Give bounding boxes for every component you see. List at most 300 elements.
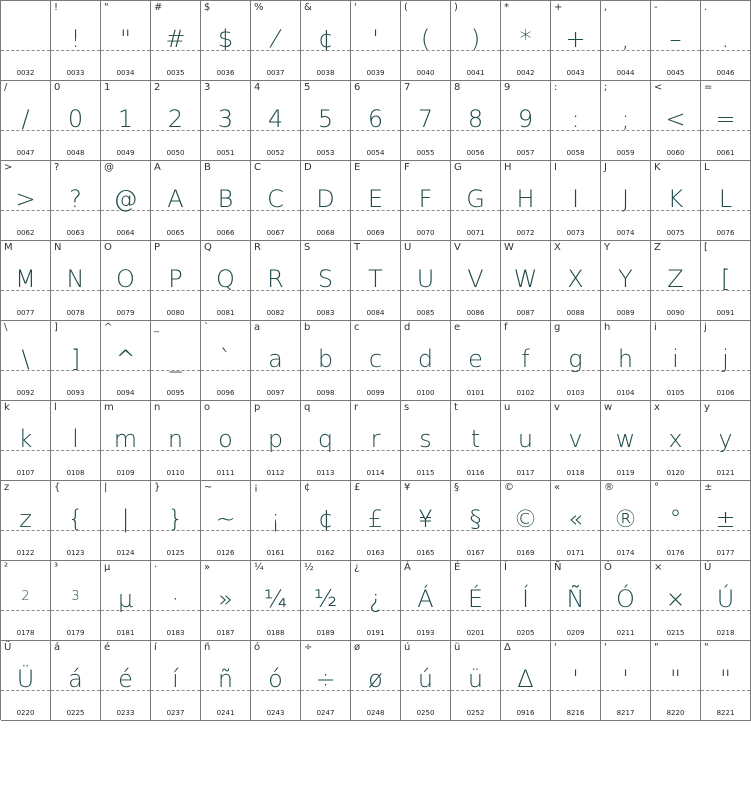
cell-codepoint: 0916 xyxy=(516,709,535,717)
cell-codepoint: 0126 xyxy=(216,549,235,557)
cell-char-label: _ xyxy=(154,322,159,333)
cell-codepoint: 0108 xyxy=(66,469,85,477)
glyph-sample: * xyxy=(519,25,532,53)
glyph-cell xyxy=(351,81,401,161)
glyph-sample: S xyxy=(317,265,334,293)
glyph-cell xyxy=(651,641,701,721)
cell-char-label: a xyxy=(254,322,261,333)
glyph-sample: C xyxy=(267,185,284,213)
glyph-sample: , xyxy=(621,25,630,53)
cell-char-label: ¢ xyxy=(304,482,311,493)
glyph-sample: M xyxy=(15,265,36,293)
glyph-sample: Δ xyxy=(517,665,534,693)
glyph-cell xyxy=(701,161,751,241)
cell-codepoint: 0091 xyxy=(716,309,735,317)
glyph-cell xyxy=(701,641,751,721)
cell-char-label: 7 xyxy=(404,82,411,93)
cell-char-label: { xyxy=(54,482,61,493)
glyph-sample: 4 xyxy=(267,105,284,133)
cell-codepoint: 0211 xyxy=(616,629,635,637)
cell-char-label: ^ xyxy=(104,322,113,333)
cell-char-label: * xyxy=(504,2,509,13)
glyph-sample: E xyxy=(367,185,384,213)
cell-char-label: " xyxy=(104,2,109,13)
cell-char-label: ) xyxy=(454,2,458,13)
cell-char-label: ½ xyxy=(304,562,314,573)
glyph-cell xyxy=(201,321,251,401)
cell-char-label: o xyxy=(204,402,211,413)
glyph-sample: { xyxy=(67,505,84,533)
glyph-cell xyxy=(301,401,351,481)
cell-codepoint: 0081 xyxy=(216,309,235,317)
glyph-sample: O xyxy=(116,265,135,293)
cell-codepoint: 0073 xyxy=(566,229,585,237)
cell-char-label: 6 xyxy=(354,82,361,93)
glyph-cell xyxy=(401,321,451,401)
glyph-sample: X xyxy=(567,265,584,293)
glyph-sample: [ xyxy=(720,265,731,293)
cell-char-label: x xyxy=(654,402,660,413)
glyph-sample: ! xyxy=(70,25,81,53)
cell-char-label: h xyxy=(604,322,611,333)
cell-codepoint: 0071 xyxy=(466,229,485,237)
cell-codepoint: 0094 xyxy=(116,389,135,397)
cell-codepoint: 0082 xyxy=(266,309,285,317)
glyph-sample: ^ xyxy=(115,345,136,373)
glyph-sample: " xyxy=(119,25,132,53)
glyph-sample: ¢ xyxy=(317,25,334,53)
glyph-sample: 0 xyxy=(67,105,84,133)
cell-char-label: K xyxy=(654,162,661,173)
cell-char-label: D xyxy=(304,162,312,173)
glyph-cell xyxy=(301,81,351,161)
glyph-cell xyxy=(501,161,551,241)
cell-codepoint: 0041 xyxy=(466,69,485,77)
glyph-sample: ' xyxy=(372,25,379,53)
glyph-cell xyxy=(1,481,51,561)
cell-codepoint: 0063 xyxy=(66,229,85,237)
glyph-cell xyxy=(601,401,651,481)
cell-char-label: É xyxy=(454,562,461,573)
glyph-cell xyxy=(1,561,51,641)
glyph-cell xyxy=(451,401,501,481)
glyph-sample: F xyxy=(418,185,433,213)
glyph-sample: T xyxy=(368,265,383,293)
cell-char-label: p xyxy=(254,402,261,413)
glyph-sample: é xyxy=(118,665,133,693)
cell-codepoint: 0099 xyxy=(366,389,385,397)
cell-char-label: 5 xyxy=(304,82,311,93)
cell-codepoint: 0068 xyxy=(316,229,335,237)
glyph-cell xyxy=(151,1,201,81)
cell-codepoint: 0079 xyxy=(116,309,135,317)
glyph-cell xyxy=(51,641,101,721)
cell-codepoint: 0062 xyxy=(16,229,35,237)
cell-codepoint: 8220 xyxy=(666,709,685,717)
glyph-cell xyxy=(401,401,451,481)
glyph-cell xyxy=(551,401,601,481)
glyph-sample: g xyxy=(568,345,583,373)
cell-char-label: [ xyxy=(704,242,708,253)
cell-codepoint: 0215 xyxy=(666,629,685,637)
cell-char-label: « xyxy=(554,482,561,493)
cell-codepoint: 0248 xyxy=(366,709,385,717)
cell-codepoint: 0177 xyxy=(716,549,735,557)
glyph-cell xyxy=(101,81,151,161)
cell-char-label: Y xyxy=(604,242,611,253)
glyph-sample: ñ xyxy=(217,665,234,693)
glyph-sample: ½ xyxy=(313,585,338,613)
cell-codepoint: 8221 xyxy=(716,709,735,717)
glyph-sample: v xyxy=(568,425,583,453)
cell-codepoint: 0096 xyxy=(216,389,235,397)
glyph-sample: « xyxy=(568,505,583,533)
cell-codepoint: 0076 xyxy=(716,229,735,237)
glyph-cell xyxy=(401,561,451,641)
glyph-sample: ¥ xyxy=(417,505,434,533)
cell-char-label: § xyxy=(454,482,459,493)
cell-codepoint: 0117 xyxy=(516,469,535,477)
glyph-cell xyxy=(151,241,201,321)
cell-char-label: 3 xyxy=(204,82,211,93)
glyph-cell xyxy=(601,1,651,81)
cell-codepoint: 0070 xyxy=(416,229,435,237)
glyph-sample: ¢ xyxy=(317,505,334,533)
glyph-cell xyxy=(351,161,401,241)
cell-char-label: / xyxy=(4,82,8,93)
glyph-sample: k xyxy=(18,425,33,453)
glyph-sample: e xyxy=(468,345,483,373)
cell-codepoint: 0095 xyxy=(166,389,185,397)
glyph-cell xyxy=(101,161,151,241)
cell-codepoint: 0086 xyxy=(466,309,485,317)
glyph-cell xyxy=(201,401,251,481)
glyph-sample: – xyxy=(669,25,682,53)
glyph-cell xyxy=(51,161,101,241)
glyph-cell xyxy=(151,561,201,641)
cell-char-label: ; xyxy=(604,82,608,93)
cell-char-label: ® xyxy=(604,482,614,493)
glyph-sample: o xyxy=(218,425,233,453)
cell-char-label: ! xyxy=(54,2,59,13)
cell-char-label: b xyxy=(304,322,311,333)
cell-codepoint: 0189 xyxy=(316,629,335,637)
glyph-sample: U xyxy=(416,265,435,293)
cell-char-label: e xyxy=(454,322,461,333)
cell-char-label: G xyxy=(454,162,462,173)
glyph-sample: ó xyxy=(268,665,283,693)
glyph-cell xyxy=(551,641,601,721)
glyph-sample: 1 xyxy=(117,105,134,133)
cell-codepoint: 0120 xyxy=(666,469,685,477)
cell-char-label: ¥ xyxy=(404,482,411,493)
cell-codepoint: 0114 xyxy=(366,469,385,477)
cell-char-label: U xyxy=(404,242,412,253)
cell-char-label: 0 xyxy=(54,82,61,93)
glyph-cell xyxy=(551,1,601,81)
cell-codepoint: 0191 xyxy=(366,629,385,637)
glyph-sample: ú xyxy=(417,665,434,693)
cell-char-label: . xyxy=(704,2,708,13)
cell-char-label: 4 xyxy=(254,82,261,93)
glyph-cell xyxy=(151,161,201,241)
glyph-cell xyxy=(1,161,51,241)
glyph-cell xyxy=(701,481,751,561)
cell-codepoint: 0097 xyxy=(266,389,285,397)
glyph-cell xyxy=(451,241,501,321)
cell-codepoint: 0161 xyxy=(266,549,285,557)
glyph-cell xyxy=(101,481,151,561)
glyph-sample: á xyxy=(68,665,83,693)
cell-char-label: ° xyxy=(654,482,659,493)
glyph-sample: 7 xyxy=(417,105,434,133)
glyph-cell xyxy=(1,241,51,321)
cell-char-label: @ xyxy=(104,162,114,173)
glyph-sample: z xyxy=(19,505,32,533)
cell-codepoint: 0107 xyxy=(16,469,35,477)
glyph-sample: 8 xyxy=(467,105,484,133)
cell-codepoint: 0119 xyxy=(616,469,635,477)
cell-codepoint: 0112 xyxy=(266,469,285,477)
cell-char-label: = xyxy=(704,82,713,93)
cell-codepoint: 0183 xyxy=(166,629,185,637)
glyph-sample: | xyxy=(121,505,130,533)
cell-codepoint: 0069 xyxy=(366,229,385,237)
cell-char-label: # xyxy=(154,2,163,13)
glyph-sample: 9 xyxy=(517,105,534,133)
cell-char-label: V xyxy=(454,242,461,253)
glyph-cell xyxy=(351,641,401,721)
glyph-cell xyxy=(701,401,751,481)
cell-codepoint: 0205 xyxy=(516,629,535,637)
cell-codepoint: 0090 xyxy=(666,309,685,317)
glyph-sample: d xyxy=(417,345,434,373)
glyph-cell xyxy=(251,481,301,561)
glyph-cell xyxy=(51,1,101,81)
cell-char-label: & xyxy=(304,2,312,13)
cell-codepoint: 0050 xyxy=(166,149,185,157)
glyph-sample: h xyxy=(617,345,634,373)
glyph-cell xyxy=(301,561,351,641)
cell-codepoint: 0241 xyxy=(216,709,235,717)
glyph-cell xyxy=(151,641,201,721)
glyph-cell xyxy=(251,641,301,721)
glyph-cell xyxy=(551,81,601,161)
glyph-cell xyxy=(401,641,451,721)
cell-char-label: X xyxy=(554,242,561,253)
cell-codepoint: 0088 xyxy=(566,309,585,317)
cell-codepoint: 0067 xyxy=(266,229,285,237)
cell-char-label: R xyxy=(254,242,261,253)
cell-codepoint: 0075 xyxy=(666,229,685,237)
cell-codepoint: 0176 xyxy=(666,549,685,557)
cell-char-label: B xyxy=(204,162,211,173)
cell-char-label: u xyxy=(504,402,511,413)
cell-codepoint: 0077 xyxy=(16,309,35,317)
glyph-sample: n xyxy=(167,425,184,453)
glyph-cell xyxy=(451,321,501,401)
cell-char-label: ` xyxy=(204,322,209,333)
glyph-sample: 3 xyxy=(71,589,80,604)
glyph-sample: a xyxy=(268,345,283,373)
glyph-sample: y xyxy=(718,425,733,453)
cell-char-label: P xyxy=(154,242,161,253)
glyph-sample: í xyxy=(172,665,179,693)
cell-char-label: z xyxy=(4,482,10,493)
glyph-sample: = xyxy=(715,105,736,133)
glyph-sample: ` xyxy=(219,345,232,373)
glyph-sample: ¡ xyxy=(270,505,281,533)
cell-codepoint: 0124 xyxy=(116,549,135,557)
glyph-sample: N xyxy=(66,265,85,293)
cell-codepoint: 0167 xyxy=(466,549,485,557)
cell-char-label: M xyxy=(4,242,13,253)
glyph-sample: q xyxy=(317,425,334,453)
cell-codepoint: 0060 xyxy=(666,149,685,157)
cell-codepoint: 0106 xyxy=(716,389,735,397)
glyph-sample: > xyxy=(15,185,36,213)
cell-char-label: × xyxy=(654,562,663,573)
cell-char-label: ¼ xyxy=(254,562,264,573)
glyph-cell xyxy=(551,241,601,321)
glyph-cell xyxy=(601,321,651,401)
glyph-cell xyxy=(501,321,551,401)
cell-char-label: Ü xyxy=(4,642,12,653)
cell-char-label: j xyxy=(704,322,707,333)
glyph-sample: i xyxy=(672,345,679,373)
cell-codepoint: 0247 xyxy=(316,709,335,717)
cell-char-label: v xyxy=(554,402,560,413)
cell-char-label: k xyxy=(4,402,10,413)
cell-codepoint: 0104 xyxy=(616,389,635,397)
cell-codepoint: 0084 xyxy=(366,309,385,317)
glyph-cell xyxy=(501,241,551,321)
cell-codepoint: 0053 xyxy=(316,149,335,157)
cell-char-label: | xyxy=(104,482,108,493)
cell-char-label: ~ xyxy=(204,482,213,493)
glyph-sample: ± xyxy=(715,505,736,533)
cell-char-label: ú xyxy=(404,642,411,653)
glyph-cell xyxy=(701,1,751,81)
glyph-cell xyxy=(401,1,451,81)
cell-char-label: ² xyxy=(4,562,9,573)
glyph-sample: ¿ xyxy=(369,585,382,613)
cell-codepoint: 0162 xyxy=(316,549,335,557)
cell-char-label: ( xyxy=(404,2,408,13)
glyph-cell xyxy=(1,401,51,481)
glyph-sample: f xyxy=(521,345,530,373)
glyph-cell xyxy=(1,321,51,401)
glyph-sample: Ó xyxy=(616,585,635,613)
cell-codepoint: 0085 xyxy=(416,309,435,317)
glyph-cell xyxy=(451,561,501,641)
cell-char-label: ¿ xyxy=(354,562,360,573)
glyph-sample: \ xyxy=(21,345,30,373)
glyph-cell xyxy=(651,401,701,481)
cell-char-label: ø xyxy=(354,642,361,653)
cell-char-label: F xyxy=(404,162,410,173)
cell-char-label: 9 xyxy=(504,82,511,93)
cell-codepoint: 0036 xyxy=(216,69,235,77)
cell-codepoint: 0044 xyxy=(616,69,635,77)
glyph-cell xyxy=(601,641,651,721)
cell-char-label: Δ xyxy=(504,642,511,653)
cell-codepoint: 0103 xyxy=(566,389,585,397)
glyph-sample: ) xyxy=(470,25,481,53)
cell-codepoint: 0055 xyxy=(416,149,435,157)
glyph-sample: Ú xyxy=(716,585,735,613)
glyph-sample: 6 xyxy=(367,105,384,133)
glyph-sample: " xyxy=(719,665,732,693)
glyph-cell xyxy=(151,81,201,161)
glyph-sample: s xyxy=(419,425,432,453)
cell-char-label: 1 xyxy=(104,82,111,93)
glyph-sample: ? xyxy=(69,185,82,213)
glyph-sample: H xyxy=(516,185,535,213)
glyph-cell xyxy=(451,641,501,721)
cell-char-label: á xyxy=(54,642,61,653)
glyph-sample: ÷ xyxy=(315,665,336,693)
cell-char-label: L xyxy=(704,162,710,173)
cell-codepoint: 0038 xyxy=(316,69,335,77)
cell-char-label: © xyxy=(504,482,514,493)
glyph-sample: ¼ xyxy=(263,585,288,613)
cell-codepoint: 0035 xyxy=(166,69,185,77)
cell-char-label: " xyxy=(654,642,659,653)
cell-codepoint: 0057 xyxy=(516,149,535,157)
glyph-sample: I xyxy=(571,185,580,213)
glyph-cell xyxy=(501,1,551,81)
glyph-sample: Ü xyxy=(16,665,35,693)
cell-codepoint: 0115 xyxy=(416,469,435,477)
glyph-sample: } xyxy=(167,505,184,533)
cell-char-label: Í xyxy=(504,562,507,573)
cell-codepoint: 0225 xyxy=(66,709,85,717)
glyph-sample: P xyxy=(168,265,183,293)
glyph-cell xyxy=(201,161,251,241)
glyph-cell xyxy=(351,481,401,561)
cell-codepoint: 0087 xyxy=(516,309,535,317)
cell-codepoint: 0218 xyxy=(716,629,735,637)
cell-char-label: % xyxy=(254,2,264,13)
glyph-sample: ⁄ xyxy=(273,25,278,53)
glyph-cell xyxy=(301,481,351,561)
glyph-cell xyxy=(501,481,551,561)
cell-codepoint: 0066 xyxy=(216,229,235,237)
cell-codepoint: 0187 xyxy=(216,629,235,637)
cell-codepoint: 0061 xyxy=(716,149,735,157)
glyph-sample: Í xyxy=(521,585,530,613)
cell-char-label: í xyxy=(154,642,157,653)
cell-char-label: ³ xyxy=(54,562,59,573)
glyph-cell xyxy=(151,321,201,401)
cell-char-label: E xyxy=(354,162,361,173)
cell-codepoint: 8216 xyxy=(566,709,585,717)
cell-codepoint: 0056 xyxy=(466,149,485,157)
cell-char-label: ? xyxy=(54,162,60,173)
glyph-cell xyxy=(501,561,551,641)
glyph-sample: _ xyxy=(169,345,182,373)
glyph-cell xyxy=(51,481,101,561)
cell-codepoint: 0047 xyxy=(16,149,35,157)
glyph-cell xyxy=(251,561,301,641)
glyph-sample: · xyxy=(171,585,180,613)
cell-codepoint: 0193 xyxy=(416,629,435,637)
glyph-sample: ] xyxy=(70,345,81,373)
cell-char-label: S xyxy=(304,242,311,253)
glyph-sample: x xyxy=(668,425,683,453)
glyph-cell xyxy=(301,321,351,401)
